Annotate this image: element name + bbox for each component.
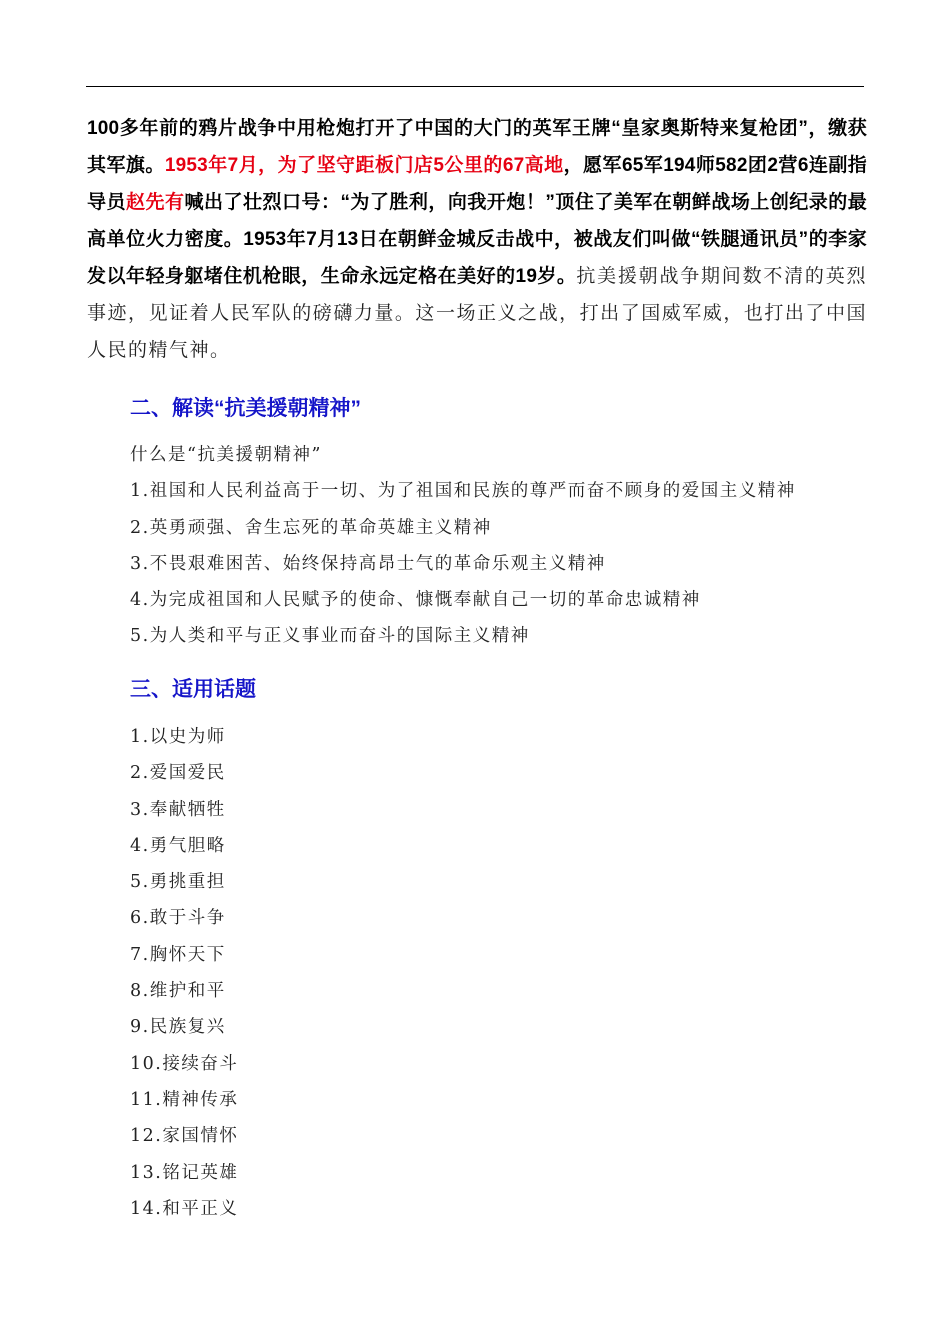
list-item: 11.精神传承: [130, 1089, 239, 1110]
list-item: 6.敢于斗争: [130, 908, 226, 929]
list-item: 8.维护和平: [130, 981, 226, 1002]
header-rule: [86, 86, 864, 87]
list-item: 3.不畏艰难困苦、始终保持高昂士气的革命乐观主义精神: [130, 553, 606, 574]
section-heading-interpretation: 二、解读“抗美援朝精神”: [130, 397, 361, 420]
paragraph-segment: 100多年前的鸦片战争中用枪炮打开了中国的大门的英军王牌“皇家奥斯特来复枪团”，缴获其军旗。: [87, 118, 867, 176]
list-item: 1.以史为师: [130, 727, 226, 747]
list-item: 4.勇气胆略: [130, 835, 226, 856]
list-item: 5.勇挑重担: [130, 872, 226, 893]
list-item: 14.和平正义: [130, 1198, 239, 1219]
spirit-intro: 什么是“抗美援朝精神”: [130, 445, 322, 465]
list-item: 1.祖国和人民利益高于一切、为了祖国和民族的尊严而奋不顾身的爱国主义精神: [130, 481, 796, 502]
paragraph-segment: 抗美援朝战争期间数不清的英烈事迹，见证着人民军队的磅礴力量。这一场正义之战，打出了国威军威，也打出了中国人民的精气神。: [87, 265, 867, 361]
list-item: 10.接续奋斗: [130, 1053, 239, 1074]
list-item: 5.为人类和平与正义事业而奋斗的国际主义精神: [130, 626, 530, 647]
list-item: 4.为完成祖国和人民赋予的使命、慷慨奉献自己一切的革命忠诚精神: [130, 590, 701, 611]
body-paragraph: [87, 110, 867, 369]
list-item: 12.家国情怀: [130, 1126, 239, 1147]
paragraph-segment: ，愿军65军194师582团2营6连副指导员: [87, 155, 867, 213]
topics-list: [130, 719, 238, 1227]
paragraph-segment: 喊出了壮烈口号：“为了胜利，向我开炮！”顶住了美军在朝鲜战场上创纪录的最高单位火力密度。1953年7月13日在朝鲜金城反击战中，被战友们叫做“铁腿通讯员”的李家发以年轻身躯堵住机枪眼，生命永远定格在美好的19岁。: [87, 192, 867, 287]
list-item: 13.铭记英雄: [130, 1162, 239, 1183]
spirit-list: [130, 437, 796, 655]
list-item: 2.爱国爱民: [130, 763, 226, 784]
list-item: 7.胸怀天下: [130, 944, 226, 965]
highlight-hero-name: 赵先有: [126, 192, 185, 213]
list-item: 9.民族复兴: [130, 1017, 226, 1038]
list-item: 2.英勇顽强、舍生忘死的革命英雄主义精神: [130, 517, 492, 538]
list-item: 3.奉献牺牲: [130, 799, 226, 820]
section-heading-topics: 三、适用话题: [130, 678, 256, 701]
highlight-date-location: 1953年7月，为了坚守距板门店5公里的67高地: [164, 155, 564, 176]
